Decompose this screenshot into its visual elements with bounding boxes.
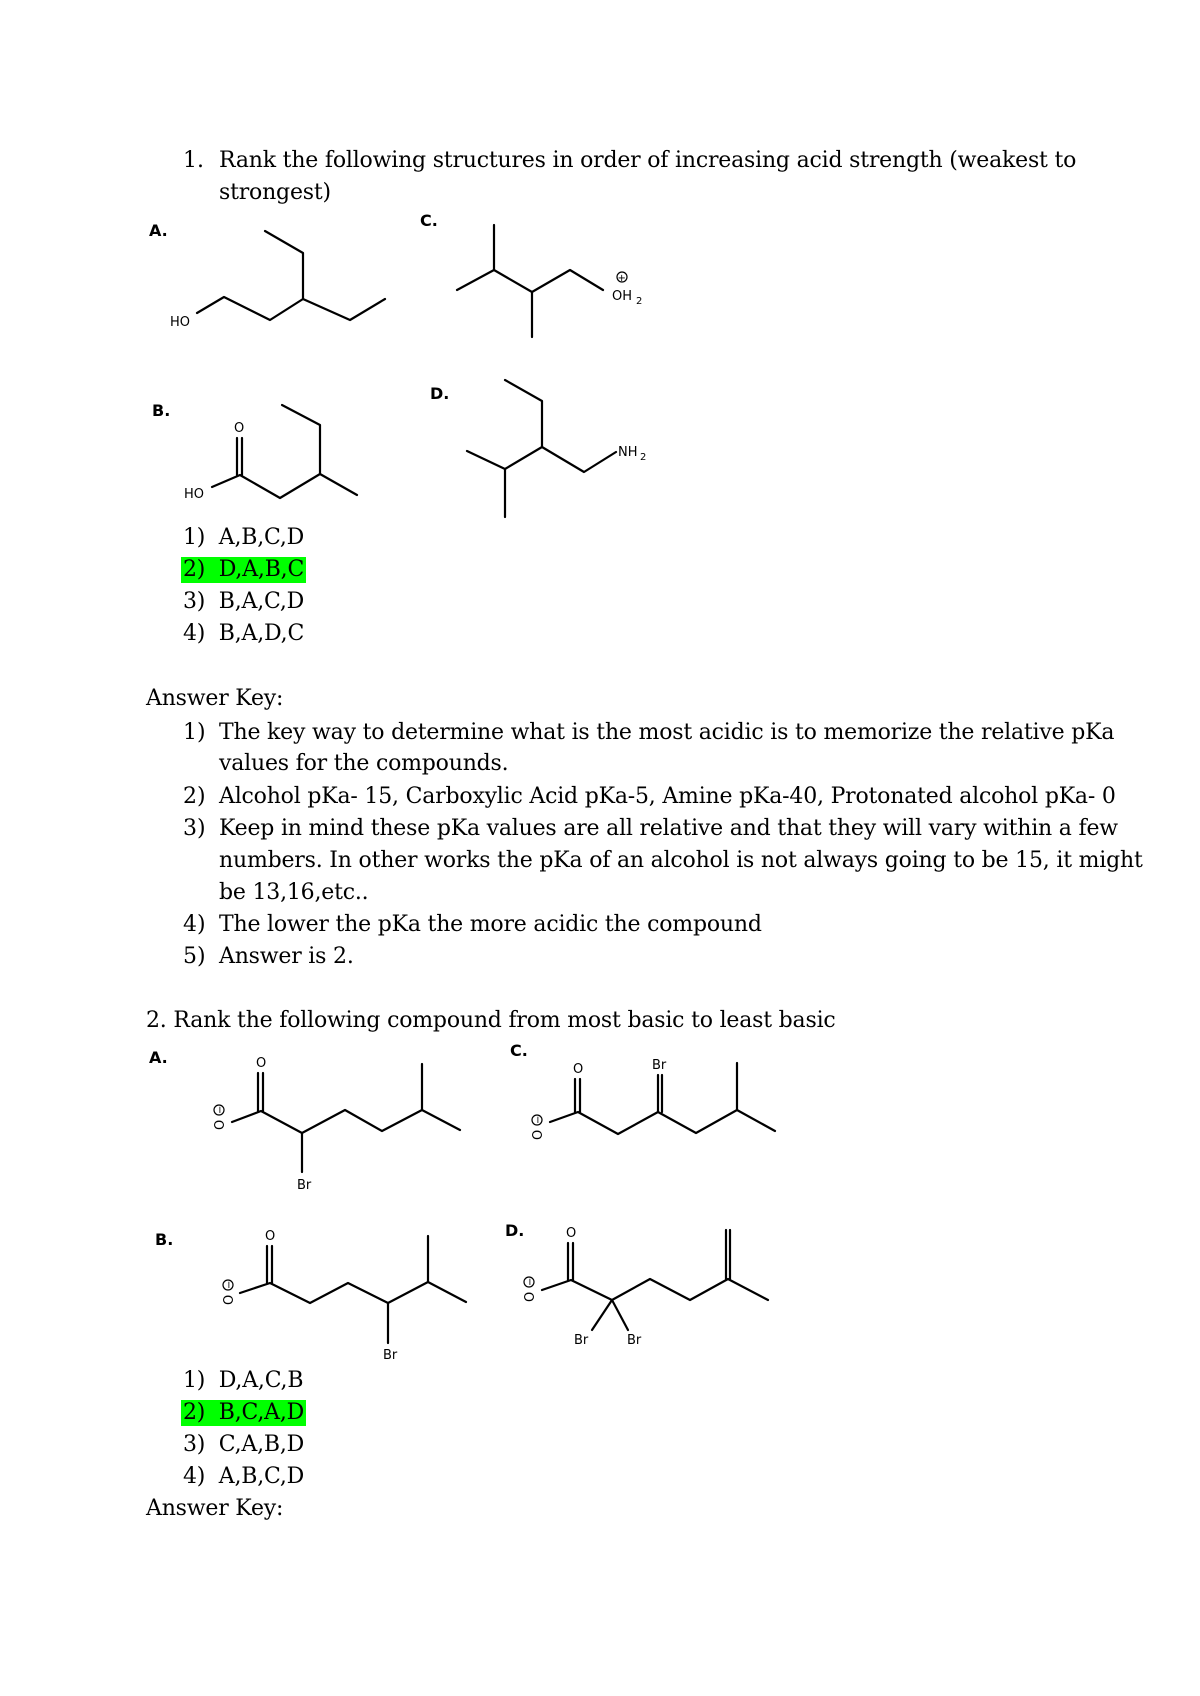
- q1-option-2-correct: 2) D,A,B,C: [183, 557, 305, 582]
- q2-label-a: A.: [149, 1048, 168, 1067]
- ak3-num: 3): [183, 816, 206, 841]
- q2-structure-a: [149, 1048, 460, 1193]
- ak3-line2: numbers. In other works the pKa of an alcohol is not always going to be 15, it might: [219, 848, 1143, 873]
- q2-option-4: 4) A,B,C,D: [183, 1464, 305, 1489]
- q2-c-br: Br: [652, 1058, 667, 1073]
- q1-label-d: D.: [430, 384, 450, 403]
- q1-number: 1.: [183, 148, 204, 173]
- q1-option-3: 3) B,A,C,D: [183, 589, 305, 614]
- q1-label-b: B.: [152, 401, 171, 420]
- ak4-num: 4): [183, 912, 206, 937]
- q1-b-o: O: [234, 421, 245, 436]
- q2-structure-d: [505, 1221, 768, 1348]
- q2-b-br: Br: [383, 1348, 398, 1363]
- ak5-line1: Answer is 2.: [219, 944, 354, 969]
- q1-c-plus: +: [617, 273, 626, 284]
- q2-answer-key-label: Answer Key:: [146, 1496, 284, 1521]
- svg-text:−: −: [224, 1280, 235, 1289]
- q1-a-ho: HO: [170, 315, 191, 330]
- ak1-line1: The key way to determine what is the most acidic is to memorize the relative pKa: [219, 720, 1115, 745]
- ak1-num: 1): [183, 720, 206, 745]
- q2-structure-b: [155, 1229, 466, 1363]
- q2-b-o: O: [265, 1229, 276, 1244]
- svg-text:2: 2: [636, 296, 643, 307]
- ak1-line2: values for the compounds.: [219, 751, 509, 776]
- q1-answer-key-label: Answer Key:: [146, 686, 284, 711]
- q2-a-o: O: [256, 1056, 267, 1071]
- svg-text:−: −: [215, 1105, 226, 1114]
- q2-c-o: O: [573, 1062, 584, 1077]
- q2-prompt: 2. Rank the following compound from most basic to least basic: [146, 1008, 836, 1033]
- q2-c-ominus: O: [531, 1129, 546, 1140]
- q1-prompt-line2: strongest): [219, 180, 331, 205]
- q2-d-br2: Br: [627, 1333, 642, 1348]
- ak2-line1: Alcohol pKa- 15, Carboxylic Acid pKa-5, Amine pKa-40, Protonated alcohol pKa- 0: [219, 784, 1116, 809]
- q1-option-4: 4) B,A,D,C: [183, 621, 305, 646]
- svg-text:−: −: [533, 1115, 544, 1124]
- q2-a-br: Br: [297, 1178, 312, 1193]
- ak3-line1: Keep in mind these pKa values are all relative and that they will vary within a few: [219, 816, 1118, 841]
- q1-label-c: C.: [420, 211, 438, 230]
- q2-label-b: B.: [155, 1230, 174, 1249]
- ak3-line3: be 13,16,etc..: [219, 880, 369, 905]
- svg-text:2: 2: [640, 452, 647, 463]
- q2-d-ominus: O: [523, 1291, 538, 1302]
- q2-label-d: D.: [505, 1221, 525, 1240]
- q1-c-oh2: OH: [612, 289, 633, 304]
- q2-label-c: C.: [510, 1041, 528, 1060]
- q2-option-1: 1) D,A,C,B: [183, 1368, 304, 1393]
- ak2-num: 2): [183, 784, 206, 809]
- q2-option-3: 3) C,A,B,D: [183, 1432, 305, 1457]
- q1-label-a: A.: [149, 221, 168, 240]
- q2-d-br1: Br: [574, 1333, 589, 1348]
- q1-b-ho: HO: [184, 487, 205, 502]
- q2-d-o: O: [566, 1226, 577, 1241]
- q1-d-nh2: NH: [618, 445, 638, 460]
- q2-a-ominus: O: [213, 1119, 228, 1130]
- ak4-line1: The lower the pKa the more acidic the compound: [219, 912, 762, 937]
- svg-text:−: −: [525, 1277, 536, 1286]
- q1-prompt-line1: Rank the following structures in order of increasing acid strength (weakest to: [219, 148, 1077, 173]
- q1-option-1: 1) A,B,C,D: [183, 525, 305, 550]
- q2-b-ominus: O: [222, 1294, 237, 1305]
- q2-option-2-correct: 2) B,C,A,D: [183, 1400, 305, 1425]
- ak5-num: 5): [183, 944, 206, 969]
- q2-structure-c: [510, 1041, 775, 1140]
